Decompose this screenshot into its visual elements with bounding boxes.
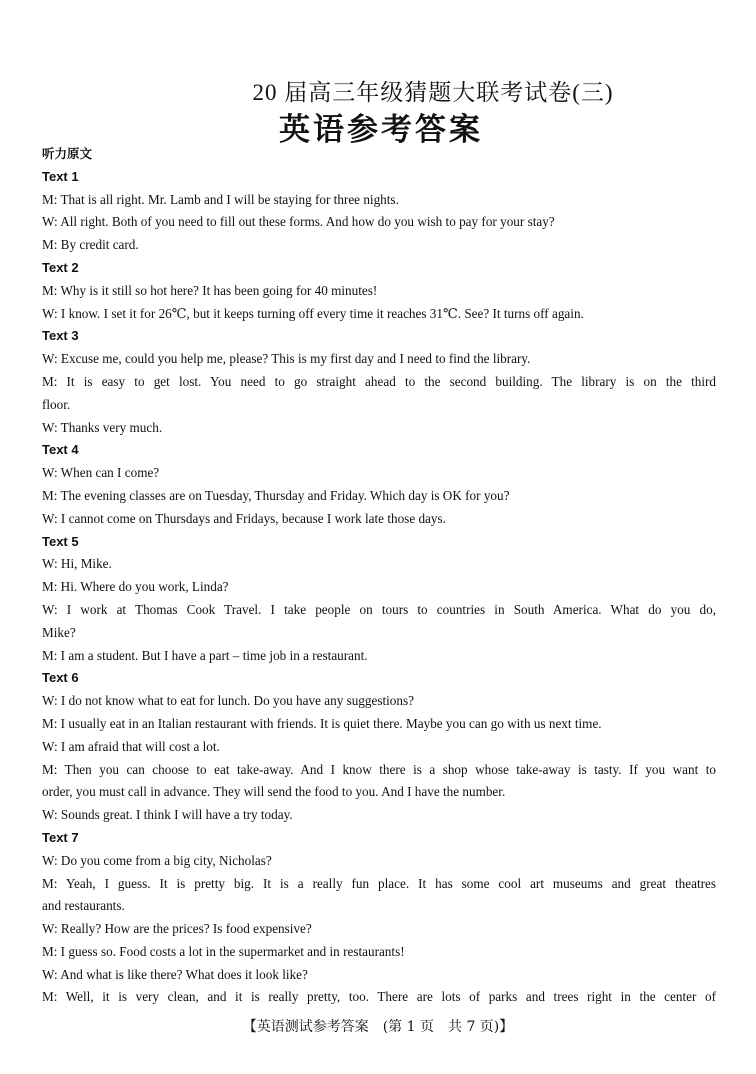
section-label-listening: 听力原文 (42, 146, 93, 161)
dialogue-line: W: I know. I set it for 26℃, but it keeps turning off every time it reaches 31℃. See? It turns off again. (42, 305, 584, 321)
dialogue-line: W: When can I come? (42, 465, 160, 481)
text-heading: Text 1 (42, 168, 79, 184)
dialogue-line: W: I am afraid that will cost a lot. (42, 738, 220, 754)
text-heading: Text 5 (42, 533, 79, 549)
dialogue-line: W: And what is like there? What does it look like? (42, 966, 308, 982)
page-footer: 【英语测试参考答案 (第 1 页 共 7 页)】 (242, 1019, 514, 1035)
dialogue-line: M: That is all right. Mr. Lamb and I will be staying for three nights. (42, 191, 399, 207)
answer-key-title: 英语参考答案 (279, 112, 483, 147)
dialogue-line: W: Really? How are the prices? Is food expensive? (42, 921, 312, 937)
dialogue-line: M: Then you can choose to eat take-away. And I know there is a shop whose take-away is tasty. If you want to (42, 761, 716, 777)
dialogue-line: W: Sounds great. I think I will have a try today. (42, 807, 293, 823)
dialogue-line: W: All right. Both of you need to fill out these forms. And how do you wish to pay for your stay? (42, 214, 555, 230)
dialogue-line: M: It is easy to get lost. You need to go straight ahead to the second building. The library is on the third (42, 373, 716, 389)
dialogue-line: M: Well, it is very clean, and it is really pretty, too. There are lots of parks and trees right in the center of (42, 989, 716, 1005)
dialogue-line: order, you must call in advance. They will send the food to you. And I have the number. (42, 784, 506, 800)
text-heading: Text 4 (42, 442, 79, 458)
text-heading: Text 2 (42, 259, 79, 275)
dialogue-line: Mike? (42, 624, 76, 640)
dialogue-line: M: I guess so. Food costs a lot in the supermarket and in restaurants! (42, 943, 405, 959)
dialogue-line: W: I do not know what to eat for lunch. Do you have any suggestions? (42, 693, 414, 709)
dialogue-line: M: I usually eat in an Italian restaurant with friends. It is quiet there. Maybe you can go with us next time. (42, 715, 602, 731)
dialogue-line: W: Excuse me, could you help me, please? This is my first day and I need to find the library. (42, 351, 531, 367)
dialogue-line: M: I am a student. But I have a part – time job in a restaurant. (42, 647, 368, 663)
dialogue-line: and restaurants. (42, 898, 125, 914)
text-heading: Text 6 (42, 670, 79, 686)
dialogue-line: M: The evening classes are on Tuesday, Thursday and Friday. Which day is OK for you? (42, 487, 510, 503)
dialogue-line: M: By credit card. (42, 237, 139, 253)
listening-transcript (42, 143, 716, 1009)
dialogue-line: W: Thanks very much. (42, 419, 163, 435)
dialogue-line: floor. (42, 396, 71, 412)
dialogue-line: M: Why is it still so hot here? It has been going for 40 minutes! (42, 282, 378, 298)
text-heading: Text 3 (42, 328, 79, 344)
dialogue-line: W: I cannot come on Thursdays and Fridays, because I work late those days. (42, 510, 446, 526)
dialogue-line: W: Do you come from a big city, Nicholas? (42, 852, 272, 868)
exam-title: 20 届高三年级猜题大联考试卷(三) (252, 80, 614, 105)
dialogue-line: M: Yeah, I guess. It is pretty big. It is a really fun place. It has some cool art museums and great theatres (42, 875, 716, 891)
dialogue-line: M: Hi. Where do you work, Linda? (42, 579, 229, 595)
transcript-lines (42, 166, 716, 1009)
dialogue-line: W: I work at Thomas Cook Travel. I take people on tours to countries in South America. What do you do, (42, 601, 716, 617)
dialogue-line: W: Hi, Mike. (42, 556, 112, 572)
text-heading: Text 7 (42, 829, 79, 845)
